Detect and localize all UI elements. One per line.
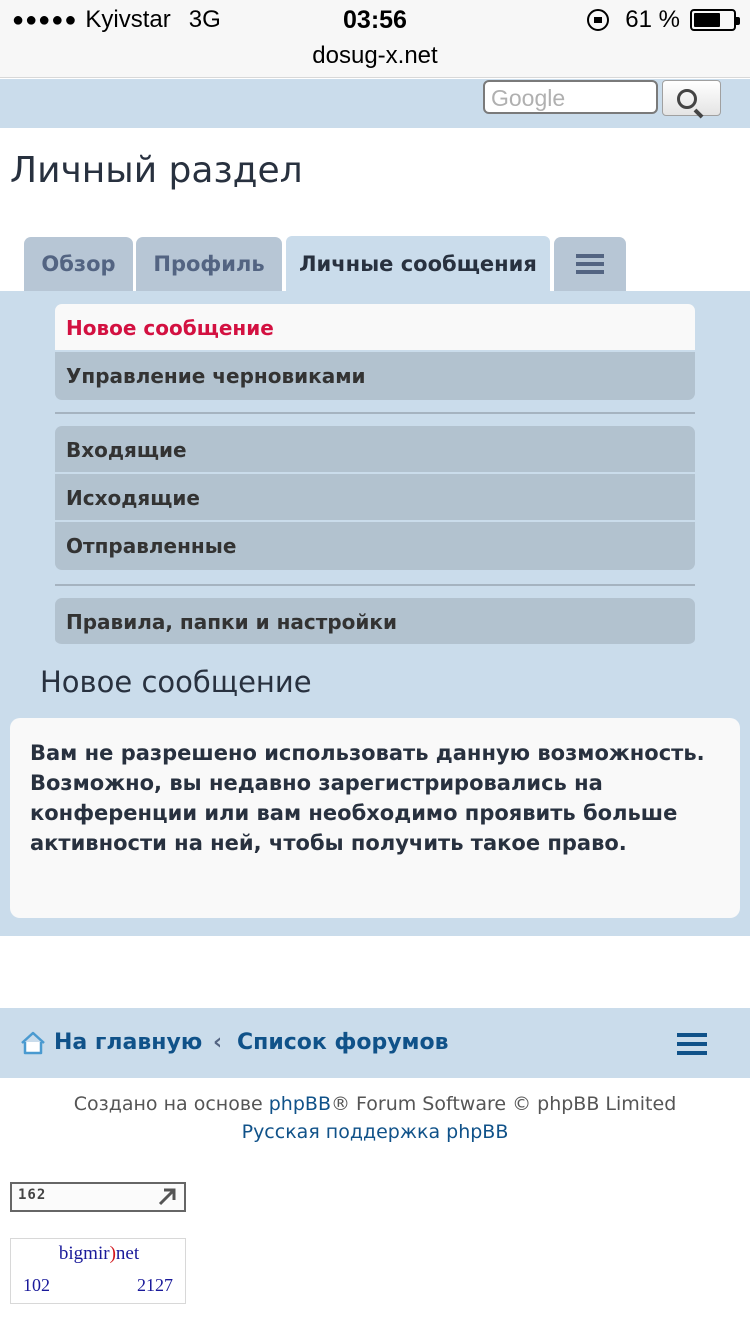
status-bar bbox=[0, 0, 750, 78]
permission-notice: Вам не разрешено использовать данную возможность. Возможно, вы недавно зарегистрировались на конференции или вам необходимо проявить больше активности на ней, чтобы получить такое право. bbox=[10, 718, 740, 918]
menu-rules-folders-settings[interactable]: Правила, папки и настройки bbox=[55, 598, 695, 646]
section-heading: Новое сообщение bbox=[40, 665, 312, 699]
hamburger-icon-bar bbox=[576, 270, 604, 274]
bigmir-counter-badge[interactable] bbox=[10, 1238, 186, 1304]
bigmir-logo bbox=[11, 1243, 187, 1265]
credits-suffix: ® Forum Software © phpBB Limited bbox=[330, 1093, 677, 1115]
footer-navbar bbox=[0, 1008, 750, 1078]
tab-overview[interactable]: Обзор bbox=[24, 237, 133, 291]
hamburger-icon-bar bbox=[677, 1051, 707, 1055]
credits bbox=[0, 1090, 750, 1146]
hamburger-icon-bar bbox=[677, 1042, 707, 1046]
search-button[interactable] bbox=[662, 80, 721, 116]
status-right bbox=[587, 6, 736, 34]
rotation-lock-icon bbox=[587, 9, 609, 31]
bigmir-today-count: 102 bbox=[23, 1275, 50, 1295]
counter-value: 162 bbox=[18, 1187, 47, 1203]
forum-list-link[interactable]: Список форумов bbox=[237, 1030, 449, 1055]
footer-menu-button[interactable] bbox=[677, 1033, 707, 1060]
menu-manage-drafts[interactable]: Управление черновиками bbox=[55, 352, 695, 400]
battery-percent: 61 % bbox=[625, 6, 680, 33]
arrow-up-right-icon bbox=[156, 1187, 178, 1207]
menu-group-settings bbox=[55, 598, 695, 646]
menu-divider bbox=[55, 584, 695, 586]
home-link[interactable]: На главную bbox=[54, 1030, 203, 1055]
bigmir-total-count: 2127 bbox=[137, 1275, 173, 1295]
network-type: 3G bbox=[188, 6, 221, 33]
bigmir-brand-paren: ) bbox=[109, 1243, 116, 1264]
search-icon bbox=[677, 89, 697, 109]
hamburger-icon bbox=[576, 254, 604, 258]
carrier-name: Kyivstar bbox=[85, 6, 171, 33]
tab-more-menu[interactable] bbox=[554, 237, 626, 291]
home-icon[interactable] bbox=[20, 1030, 46, 1056]
search-input[interactable]: Google bbox=[483, 80, 658, 114]
menu-divider bbox=[55, 412, 695, 414]
menu-group-folders bbox=[55, 426, 695, 570]
tab-private-messages[interactable]: Личные сообщения bbox=[285, 235, 551, 291]
menu-group-compose bbox=[55, 304, 695, 400]
breadcrumb-separator: ‹ bbox=[213, 1030, 223, 1055]
address-bar[interactable]: dosug-x.net bbox=[312, 42, 438, 69]
support-line bbox=[0, 1118, 750, 1146]
menu-outbox[interactable]: Исходящие bbox=[55, 474, 695, 522]
russian-support-link[interactable]: Русская поддержка phpBB bbox=[241, 1121, 509, 1143]
bigmir-brand-a: bigmir bbox=[58, 1243, 110, 1264]
visit-counter-badge[interactable] bbox=[10, 1182, 186, 1212]
phpbb-link[interactable]: phpBB bbox=[268, 1093, 331, 1115]
hamburger-icon bbox=[677, 1033, 707, 1037]
hamburger-icon-bar bbox=[576, 262, 604, 266]
tab-profile[interactable]: Профиль bbox=[136, 237, 282, 291]
menu-sent[interactable]: Отправленные bbox=[55, 522, 695, 570]
tab-bar bbox=[24, 237, 629, 291]
signal-icon: ●●●●● bbox=[12, 8, 78, 31]
menu-inbox[interactable]: Входящие bbox=[55, 426, 695, 474]
page-title: Личный раздел bbox=[10, 150, 303, 191]
credits-prefix: Создано на основе bbox=[73, 1093, 269, 1115]
battery-icon bbox=[690, 9, 736, 31]
bigmir-brand-b: net bbox=[115, 1243, 140, 1264]
menu-new-message[interactable]: Новое сообщение bbox=[55, 304, 695, 352]
clock: 03:56 bbox=[343, 6, 407, 34]
credits-line bbox=[0, 1090, 750, 1118]
